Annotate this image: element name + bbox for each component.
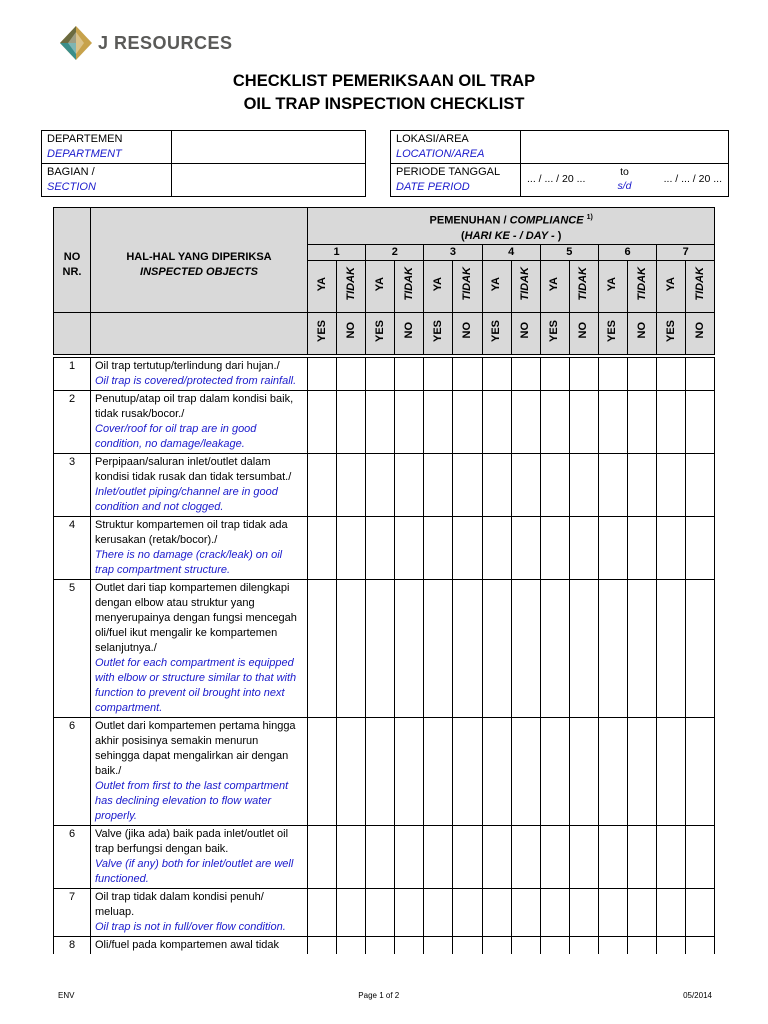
yes-check-cell[interactable]: [424, 936, 453, 954]
section-label-cell: [42, 164, 172, 197]
ya-header: YA: [366, 260, 395, 312]
inspection-item: [91, 357, 308, 390]
no-check-cell[interactable]: [511, 825, 540, 888]
yes-check-cell[interactable]: [540, 390, 569, 453]
location-label: LOKASI/AREA: [396, 133, 469, 145]
ya-header: YA: [598, 260, 627, 312]
company-logo: [58, 24, 233, 62]
yes-header: YES: [366, 312, 395, 354]
logo-text: J RESOURCES: [98, 32, 233, 53]
yes-check-cell[interactable]: [657, 825, 686, 888]
no-check-cell[interactable]: [337, 888, 366, 936]
yes-check-cell[interactable]: [598, 888, 627, 936]
no-check-cell[interactable]: [569, 357, 598, 390]
item-text-en: Inlet/outlet piping/channel are in good condition and not clogged.: [95, 485, 278, 513]
yes-check-cell[interactable]: [657, 579, 686, 717]
no-check-cell[interactable]: [628, 888, 657, 936]
no-check-cell[interactable]: [395, 579, 424, 717]
location-period-box: [390, 130, 729, 197]
no-check-cell[interactable]: [453, 579, 482, 717]
yes-header: YES: [424, 312, 453, 354]
page-footer: [58, 991, 712, 1000]
item-text-id: Valve (jika ada) baik pada inlet/outlet oil trap berfungsi dengan baik.: [95, 827, 289, 855]
location-label-cell: [391, 131, 521, 164]
table-row: [54, 825, 715, 888]
row-number: 5: [54, 579, 91, 717]
no-check-cell[interactable]: [686, 579, 715, 717]
day-header: 4: [482, 244, 540, 260]
page-title: [0, 70, 768, 116]
yes-check-cell[interactable]: [308, 888, 337, 936]
yes-check-cell[interactable]: [366, 579, 395, 717]
no-check-cell[interactable]: [628, 825, 657, 888]
department-label: DEPARTEMEN: [47, 133, 123, 145]
no-check-cell[interactable]: [395, 825, 424, 888]
no-check-cell[interactable]: [628, 579, 657, 717]
no-check-cell[interactable]: [569, 516, 598, 579]
yes-check-cell[interactable]: [424, 579, 453, 717]
yes-check-cell[interactable]: [540, 825, 569, 888]
ya-header: YA: [657, 260, 686, 312]
table-row: [54, 717, 715, 825]
yes-check-cell[interactable]: [366, 453, 395, 516]
no-check-cell[interactable]: [569, 888, 598, 936]
no-check-cell[interactable]: [453, 717, 482, 825]
no-en-header: NO: [511, 312, 540, 354]
title-id: CHECKLIST PEMERIKSAAN OIL TRAP: [232, 72, 536, 90]
no-check-cell[interactable]: [337, 453, 366, 516]
department-label-en: DEPARTMENT: [47, 148, 122, 160]
no-check-cell[interactable]: [569, 825, 598, 888]
no-check-cell[interactable]: [569, 936, 598, 954]
no-check-cell[interactable]: [511, 888, 540, 936]
yes-check-cell[interactable]: [598, 936, 627, 954]
footer-page-number: Page 1 of 2: [358, 991, 400, 1000]
section-label: BAGIAN /: [47, 166, 95, 178]
yes-check-cell[interactable]: [657, 390, 686, 453]
yes-check-cell[interactable]: [308, 936, 337, 954]
no-check-cell[interactable]: [395, 357, 424, 390]
ya-header: YA: [540, 260, 569, 312]
yes-check-cell[interactable]: [598, 579, 627, 717]
department-field[interactable]: [172, 131, 366, 164]
yes-check-cell[interactable]: [424, 453, 453, 516]
footer-revision-date: 05/2014: [683, 991, 712, 1000]
yes-check-cell[interactable]: [308, 717, 337, 825]
inspection-table: [53, 207, 715, 954]
yes-check-cell[interactable]: [308, 516, 337, 579]
yes-check-cell[interactable]: [424, 717, 453, 825]
yes-check-cell[interactable]: [366, 825, 395, 888]
no-check-cell[interactable]: [453, 357, 482, 390]
no-en-header: NO: [628, 312, 657, 354]
ya-header: YA: [424, 260, 453, 312]
row-number: 4: [54, 516, 91, 579]
department-section-box: [41, 130, 366, 197]
item-text-id: Outlet dari kompartemen pertama hingga akhir posisinya semakin menurun sehingga dapat mengalirkan air dengan baik./: [95, 719, 296, 777]
no-check-cell[interactable]: [337, 390, 366, 453]
yes-check-cell[interactable]: [308, 453, 337, 516]
yes-check-cell[interactable]: [540, 936, 569, 954]
no-check-cell[interactable]: [453, 888, 482, 936]
day-header: 1: [308, 244, 366, 260]
yes-check-cell[interactable]: [482, 579, 511, 717]
table-row: [54, 888, 715, 936]
no-check-cell[interactable]: [395, 516, 424, 579]
location-field[interactable]: [521, 131, 729, 164]
inspection-item: [91, 888, 308, 936]
item-text-id: Penutup/atap oil trap dalam kondisi baik, tidak rusak/bocor./: [95, 392, 294, 420]
inspection-item: [91, 936, 308, 954]
yes-check-cell[interactable]: [598, 516, 627, 579]
item-text-id: Outlet dari tiap kompartemen dilengkapi dengan elbow atau struktur yang menyerupainya dengan fungsi mencegah oli/fuel ikut mengalir ke kompartemen selanjutnya./: [95, 581, 297, 654]
no-check-cell[interactable]: [569, 717, 598, 825]
day-header: 2: [366, 244, 424, 260]
row-number: 2: [54, 390, 91, 453]
no-check-cell[interactable]: [686, 357, 715, 390]
no-check-cell[interactable]: [453, 825, 482, 888]
inspection-item: [91, 516, 308, 579]
no-check-cell[interactable]: [628, 516, 657, 579]
yes-check-cell[interactable]: [308, 825, 337, 888]
to-label-en: s/d: [617, 180, 632, 192]
no-en-header: NO: [686, 312, 715, 354]
yes-check-cell[interactable]: [482, 825, 511, 888]
no-en-header: NO: [395, 312, 424, 354]
no-check-cell[interactable]: [686, 717, 715, 825]
yes-check-cell[interactable]: [540, 516, 569, 579]
location-label-en: LOCATION/AREA: [396, 148, 485, 160]
no-header: NO NR.: [54, 208, 91, 313]
yes-check-cell[interactable]: [657, 888, 686, 936]
no-check-cell[interactable]: [686, 390, 715, 453]
no-check-cell[interactable]: [453, 390, 482, 453]
yes-check-cell[interactable]: [366, 888, 395, 936]
tidak-header: TIDAK: [453, 260, 482, 312]
no-check-cell[interactable]: [395, 717, 424, 825]
date-to[interactable]: ... / ... / 20 ...: [663, 172, 722, 185]
item-text-en: Oil trap is not in full/over flow condition.: [95, 920, 286, 933]
item-text-id: Oli/fuel pada kompartemen awal tidak: [95, 938, 280, 951]
item-text-id: Oil trap tertutup/terlindung dari hujan./: [95, 359, 280, 372]
day-header: 5: [540, 244, 598, 260]
inspection-item: [91, 390, 308, 453]
no-check-cell[interactable]: [511, 936, 540, 954]
yes-check-cell[interactable]: [482, 888, 511, 936]
no-check-cell[interactable]: [453, 516, 482, 579]
ya-header: YA: [482, 260, 511, 312]
yes-check-cell[interactable]: [657, 357, 686, 390]
yes-check-cell[interactable]: [366, 357, 395, 390]
no-check-cell[interactable]: [569, 453, 598, 516]
no-en-header: NO: [453, 312, 482, 354]
yes-check-cell[interactable]: [366, 390, 395, 453]
no-check-cell[interactable]: [511, 717, 540, 825]
no-check-cell[interactable]: [686, 825, 715, 888]
yes-check-cell[interactable]: [540, 717, 569, 825]
no-check-cell[interactable]: [337, 516, 366, 579]
item-text-id: Perpipaan/saluran inlet/outlet dalam kondisi tidak rusak dan tidak tersumbat./: [95, 455, 292, 483]
tidak-header: TIDAK: [628, 260, 657, 312]
no-en-header: NO: [569, 312, 598, 354]
to-label: to: [620, 166, 629, 178]
row-number: 3: [54, 453, 91, 516]
yes-check-cell[interactable]: [540, 357, 569, 390]
no-check-cell[interactable]: [686, 888, 715, 936]
no-check-cell[interactable]: [395, 390, 424, 453]
tidak-header: TIDAK: [395, 260, 424, 312]
section-label-en: SECTION: [47, 181, 96, 193]
item-text-en: There is no damage (crack/leak) on oil trap compartment structure.: [95, 548, 283, 576]
item-text-en: Outlet from first to the last compartment has declining elevation to flow water properly.: [95, 779, 289, 822]
item-text-en: Cover/roof for oil trap are in good condition, no damage/leakage.: [95, 422, 257, 450]
yes-header: YES: [598, 312, 627, 354]
yes-check-cell[interactable]: [598, 717, 627, 825]
table-row: [54, 579, 715, 717]
no-check-cell[interactable]: [511, 579, 540, 717]
yes-check-cell[interactable]: [366, 936, 395, 954]
tidak-header: TIDAK: [511, 260, 540, 312]
ya-header: YA: [308, 260, 337, 312]
no-check-cell[interactable]: [686, 453, 715, 516]
yes-check-cell[interactable]: [366, 516, 395, 579]
yes-check-cell[interactable]: [482, 357, 511, 390]
inspection-item: [91, 579, 308, 717]
yes-check-cell[interactable]: [482, 390, 511, 453]
no-check-cell[interactable]: [628, 936, 657, 954]
date-from[interactable]: ... / ... / 20 ...: [527, 172, 586, 185]
yes-check-cell[interactable]: [482, 453, 511, 516]
table-row: [54, 357, 715, 390]
no-check-cell[interactable]: [511, 390, 540, 453]
yes-check-cell[interactable]: [308, 579, 337, 717]
yes-check-cell[interactable]: [657, 717, 686, 825]
department-label-cell: [42, 131, 172, 164]
no-check-cell[interactable]: [511, 357, 540, 390]
no-check-cell[interactable]: [628, 453, 657, 516]
day-header: 7: [657, 244, 715, 260]
yes-check-cell[interactable]: [424, 516, 453, 579]
row-number: 7: [54, 888, 91, 936]
objects-spacer: [91, 312, 308, 354]
yes-check-cell[interactable]: [598, 390, 627, 453]
no-check-cell[interactable]: [395, 453, 424, 516]
yes-check-cell[interactable]: [308, 390, 337, 453]
day-header: 3: [424, 244, 482, 260]
yes-check-cell[interactable]: [598, 357, 627, 390]
inspection-item: [91, 453, 308, 516]
yes-check-cell[interactable]: [482, 936, 511, 954]
no-check-cell[interactable]: [337, 579, 366, 717]
period-label: PERIODE TANGGAL: [396, 166, 501, 178]
row-number: 6: [54, 717, 91, 825]
table-row: [54, 936, 715, 954]
no-check-cell[interactable]: [511, 516, 540, 579]
yes-header: YES: [540, 312, 569, 354]
no-check-cell[interactable]: [628, 357, 657, 390]
yes-check-cell[interactable]: [657, 936, 686, 954]
table-row: [54, 453, 715, 516]
no-en-header: NO: [337, 312, 366, 354]
yes-check-cell[interactable]: [657, 453, 686, 516]
row-number: 8: [54, 936, 91, 954]
inspection-item: [91, 717, 308, 825]
no-check-cell[interactable]: [628, 390, 657, 453]
period-label-cell: [391, 164, 521, 197]
table-row: [54, 516, 715, 579]
no-check-cell[interactable]: [569, 579, 598, 717]
day-header: 6: [598, 244, 656, 260]
yes-check-cell[interactable]: [366, 717, 395, 825]
no-check-cell[interactable]: [337, 717, 366, 825]
yes-check-cell[interactable]: [424, 825, 453, 888]
tidak-header: TIDAK: [569, 260, 598, 312]
tidak-header: TIDAK: [686, 260, 715, 312]
yes-check-cell[interactable]: [540, 888, 569, 936]
yes-header: YES: [482, 312, 511, 354]
inspection-item: [91, 825, 308, 888]
no-check-cell[interactable]: [337, 825, 366, 888]
no-check-cell[interactable]: [686, 516, 715, 579]
item-text-id: Oil trap tidak dalam kondisi penuh/ meluap.: [95, 890, 264, 918]
row-number: 1: [54, 357, 91, 390]
compliance-header: PEMENUHAN / COMPLIANCE $^{1)}$ (HARI KE - / DAY - ): [308, 208, 715, 245]
no-check-cell[interactable]: [628, 717, 657, 825]
objects-header: HAL-HAL YANG DIPERIKSA INSPECTED OBJECTS: [91, 208, 308, 313]
period-label-en: DATE PERIOD: [396, 181, 470, 193]
yes-check-cell[interactable]: [482, 516, 511, 579]
yes-check-cell[interactable]: [424, 390, 453, 453]
no-check-cell[interactable]: [686, 936, 715, 954]
yes-check-cell[interactable]: [540, 453, 569, 516]
section-field[interactable]: [172, 164, 366, 197]
yes-check-cell[interactable]: [598, 453, 627, 516]
yes-check-cell[interactable]: [657, 516, 686, 579]
footer-doc-code: ENV: [58, 991, 75, 1000]
item-text-en: Outlet for each compartment is equipped with elbow or structure similar to that with function to prevent oil brought into next compartment.: [95, 656, 297, 714]
item-text-en: Oil trap is covered/protected from rainfall.: [95, 374, 297, 387]
yes-check-cell[interactable]: [308, 357, 337, 390]
no-check-cell[interactable]: [569, 390, 598, 453]
no-check-cell[interactable]: [337, 936, 366, 954]
no-check-cell[interactable]: [453, 453, 482, 516]
yes-header: YES: [657, 312, 686, 354]
period-field[interactable]: [521, 164, 729, 197]
yes-check-cell[interactable]: [482, 717, 511, 825]
item-text-id: Struktur kompartemen oil trap tidak ada kerusakan (retak/bocor)./: [95, 518, 288, 546]
no-check-cell[interactable]: [453, 936, 482, 954]
yes-check-cell[interactable]: [540, 579, 569, 717]
tidak-header: TIDAK: [337, 260, 366, 312]
row-number: 6: [54, 825, 91, 888]
item-text-en: Valve (if any) both for inlet/outlet are well functioned.: [95, 857, 294, 885]
no-check-cell[interactable]: [511, 453, 540, 516]
table-row: [54, 390, 715, 453]
logo-mark-icon: [58, 24, 94, 62]
no-check-cell[interactable]: [395, 888, 424, 936]
no-check-cell[interactable]: [337, 357, 366, 390]
no-spacer: [54, 312, 91, 354]
no-check-cell[interactable]: [395, 936, 424, 954]
yes-header: YES: [308, 312, 337, 354]
yes-check-cell[interactable]: [424, 357, 453, 390]
yes-check-cell[interactable]: [598, 825, 627, 888]
title-en: OIL TRAP INSPECTION CHECKLIST: [243, 95, 525, 113]
yes-check-cell[interactable]: [424, 888, 453, 936]
